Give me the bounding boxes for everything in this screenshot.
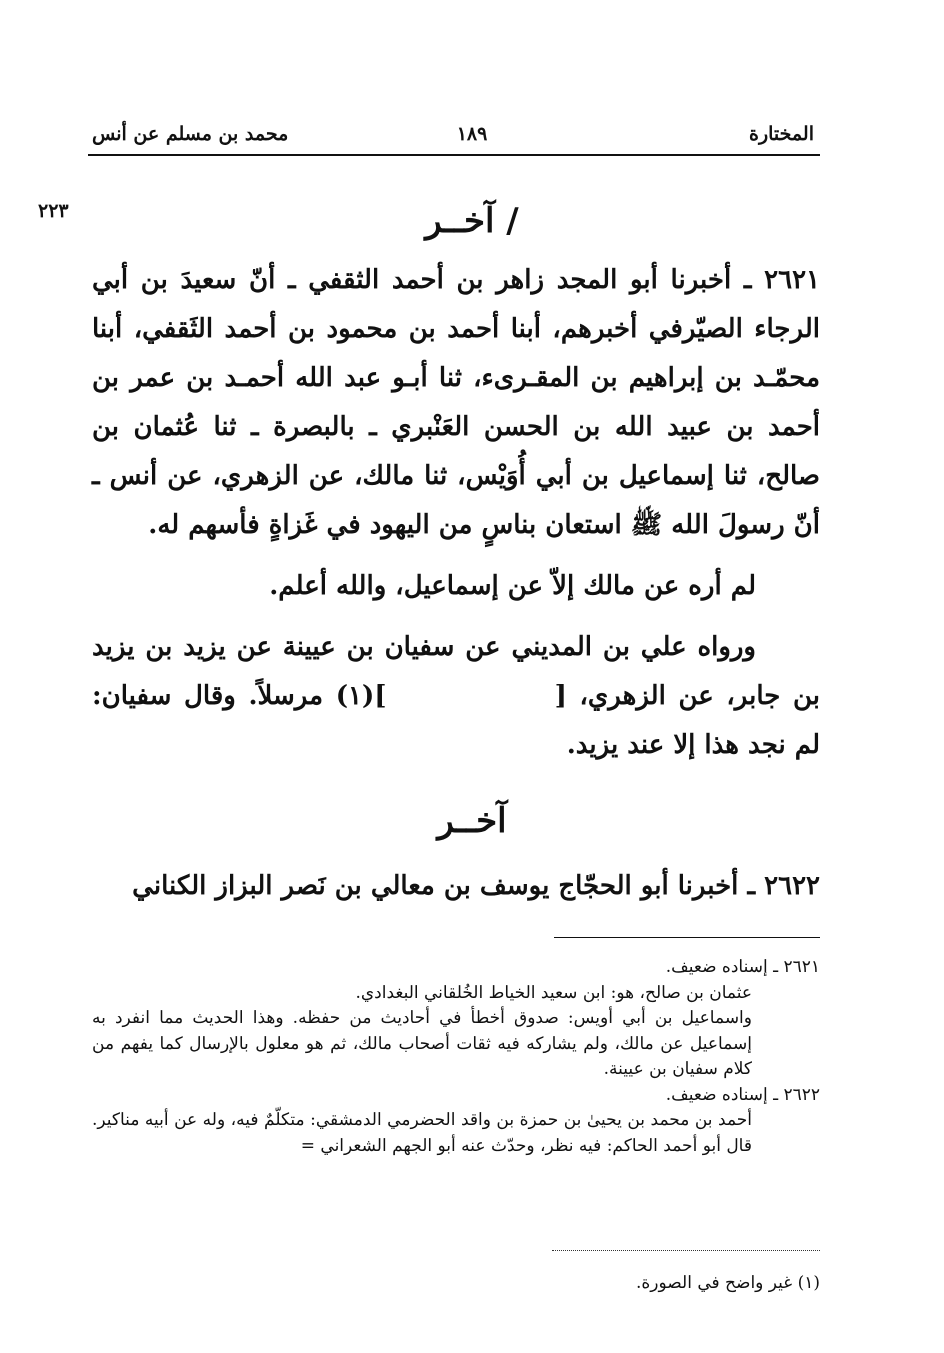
header-rule (88, 154, 820, 156)
footnote-rule (554, 937, 820, 938)
note-2622-head: ٢٦٢٢ ـ إسناده ضعيف. (665, 1084, 820, 1105)
hadith-2621-text: ـ أخبرنا أبو المجد زاهر بن أحمد الثقفي ـ أنّ سعيدَ بن أبي الرجاء الصيّرفي أخبرهم، أبنا أحمد بن محمود بن أحمد الثَقفي، أبنا محمّـد بن إبراهيم بن المقـرىء، ثنا أبـو عبد الله أحمـد بن عمر بن أحمد بن عبيد الله بن الحسن العَنْبري ـ بالبصرة ـ ثنا عُثمان بن صالح، ثنا إسماعيل بن أبي أُوَيْس، ثنا مالك، عن الزهري، عن أنس ـ أنّ رسولَ الله ﷺ استعان بناسٍ من اليهود في غَزاةٍ فأسهم له. (92, 265, 820, 540)
main-text-1 (92, 256, 820, 770)
page-number: ١٨٩ (456, 123, 488, 145)
narration-part-2: ](١) مرسلاً. وقال سفيان: لم نجد هذا إلا عند يزيد. (92, 681, 820, 760)
narration-part-1: ورواه علي بن المديني عن سفيان بن عيينة عن يزيد بن يزيد بن جابر، عن الزهري، [ (92, 632, 820, 711)
note-2621-line-1: عثمان بن صالح، هو: ابن سعيد الخياط الخُلقاني البغدادي. (355, 982, 752, 1003)
hadith-number-2621: ٢٦٢١ (764, 265, 820, 295)
hadith-2621 (92, 256, 820, 550)
hadith-2622-text: ـ أخبرنا أبو الحجّاج يوسف بن معالي بن نَصر البزاز الكناني (132, 871, 756, 901)
header-book-title: المختارة (749, 123, 814, 145)
editor-footnote: (١) غير واضح في الصورة. (635, 1273, 820, 1293)
section-title-2: آخــر (437, 801, 507, 841)
header-chapter-title: محمد بن مسلم عن أنس (92, 123, 289, 145)
footnotes (92, 955, 820, 1159)
margin-page-number: ٢٢٣ (38, 200, 69, 222)
narration-note (92, 623, 820, 770)
section-title-1: / آخــر (425, 201, 519, 241)
footnote-dotted-rule (552, 1250, 820, 1251)
note-2621-head: ٢٦٢١ ـ إسناده ضعيف. (665, 957, 820, 977)
hadith-2622 (92, 862, 820, 911)
hadith-number-2622: ٢٦٢٢ (764, 871, 820, 901)
note-2621-line-2: واسماعيل بن أبي أويس: صدوق أخطأ في أحاديث من حفظه. وهذا الحديث مما انفرد به إسماعيل عن مالك، ولم يشاركه فيه ثقات أصحاب مالك، ثم هو معلول بالإرسال كما يفهم من كلام سفيان بن عيينة. (92, 1008, 752, 1079)
note-2622-line-1: أحمد بن محمد بن يحيىٰ بن حمزة بن واقد الحضرمي الدمشقي: متكلّمٌ فيه، وله عن أبيه مناكير. قال أبو أحمد الحاكم: فيه نظر، وحدّث عنه أبو الجهم الشعراني = (92, 1110, 752, 1156)
author-comment: لم أره عن مالك إلاّ عن إسماعيل، والله أعلم. (269, 571, 756, 601)
main-text-2 (92, 862, 820, 911)
